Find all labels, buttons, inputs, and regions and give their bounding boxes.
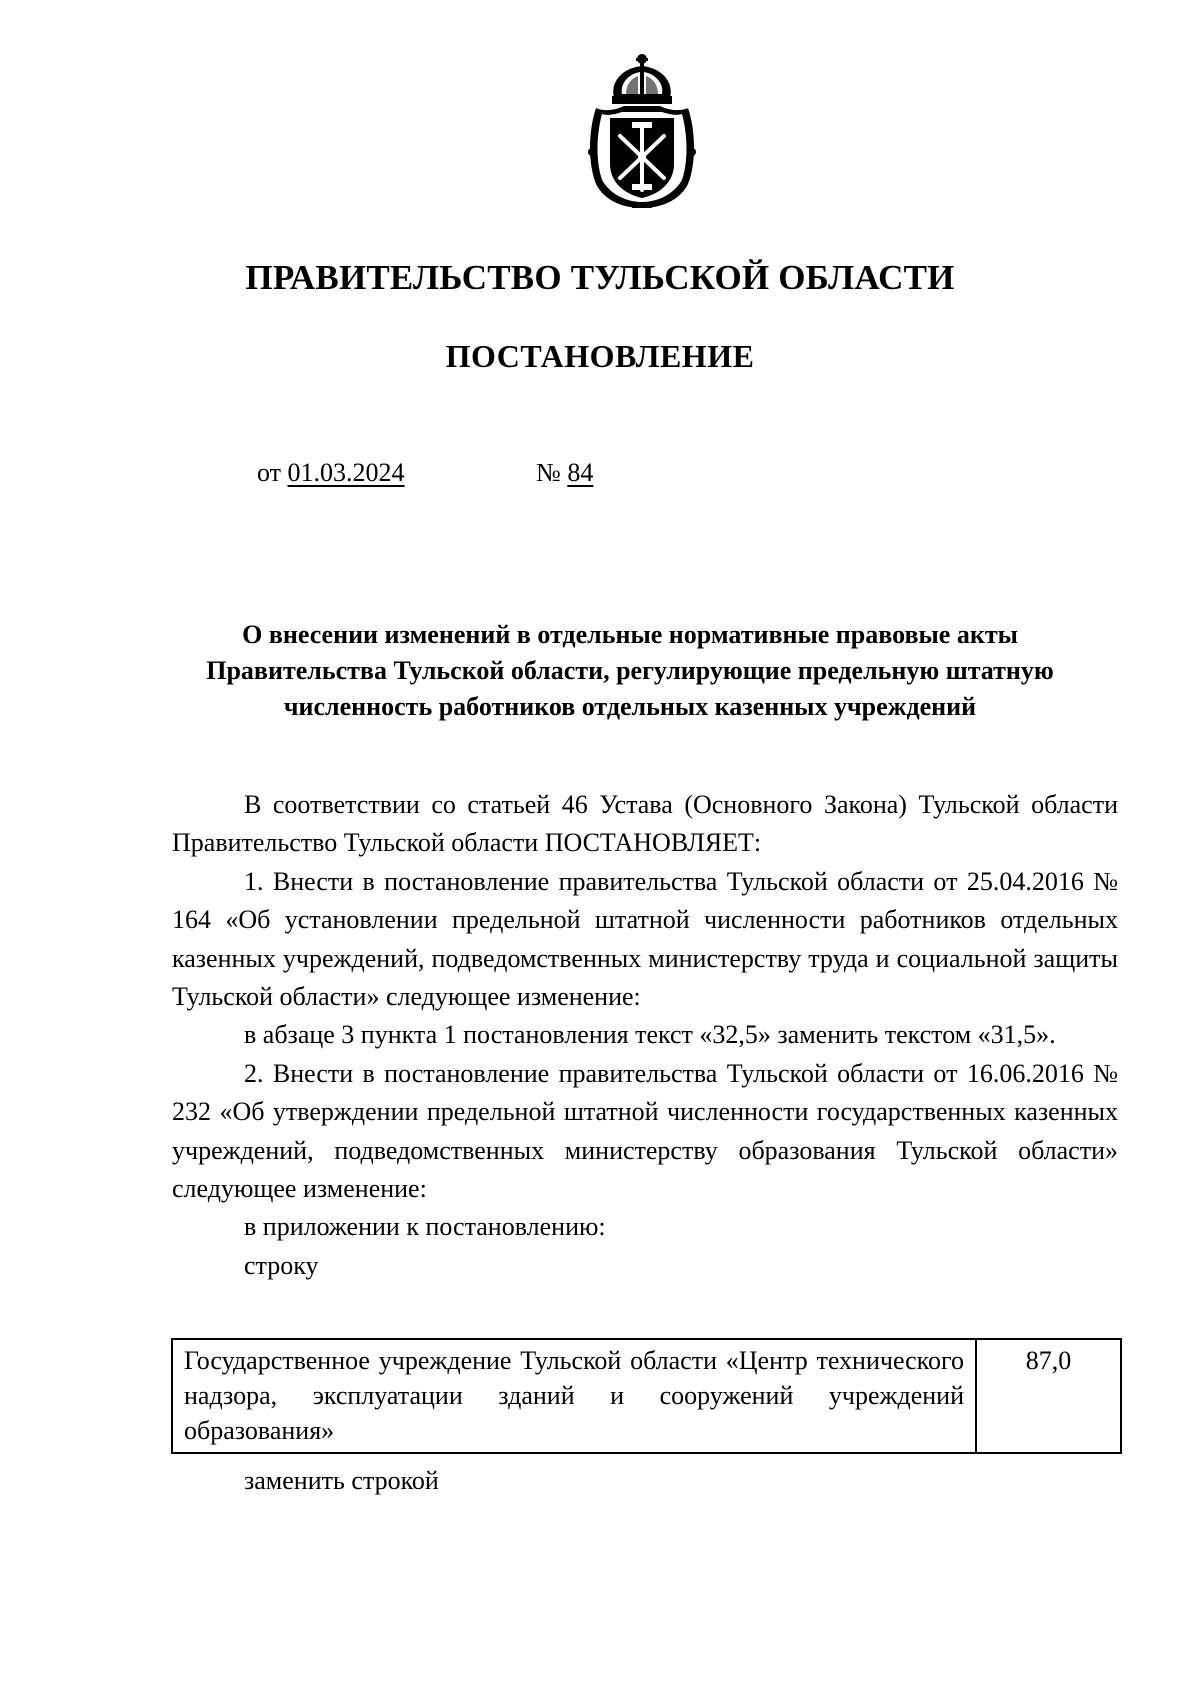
government-title: ПРАВИТЕЛЬСТВО ТУЛЬСКОЙ ОБЛАСТИ: [245, 258, 955, 297]
document-type: ПОСТАНОВЛЕНИЕ: [445, 338, 755, 374]
paragraph-item-2-appendix: в приложении к постановлению:: [244, 1212, 606, 1242]
table-row: [172, 1339, 1121, 1453]
paragraph-replace-row: заменить строкой: [244, 1466, 439, 1495]
paragraph-item-1-change: в абзаце 3 пункта 1 постановления текст «32,5» заменить текстом «31,5».: [244, 1020, 1056, 1050]
table-cell-institution: Государственное учреждение Тульской области «Центр технического надзора, эксплуатации зданий и сооружений учреждений образования»: [172, 1339, 976, 1453]
paragraph-item-2-row: строку: [244, 1250, 319, 1280]
coat-of-arms-icon: [582, 52, 702, 210]
number-value: 84: [567, 458, 594, 487]
paragraph-preamble: В соответствии со статьей 46 Устава (Основного Закона) Тульской области Правительство Тульской области ПОСТАНОВЛЯЕТ:: [172, 790, 1118, 858]
staff-limit-table: [171, 1338, 1122, 1454]
document-body: [172, 786, 1118, 1285]
heading-line: О внесении изменений в отдельные нормативные правовые акты: [242, 620, 1018, 649]
heading-line: Правительства Тульской области, регулирующие предельную штатную: [206, 656, 1054, 685]
document-heading: [150, 617, 1110, 725]
document-number: [536, 458, 593, 488]
document-date: [257, 458, 405, 488]
number-prefix: №: [536, 458, 561, 487]
table-cell-value: 87,0: [976, 1339, 1121, 1453]
paragraph-item-1: 1. Внести в постановление правительства Тульской области от 25.04.2016 № 164 «Об установлении предельной штатной численности работников отдельных казенных учреждений, подведомственных министерству труда и социальной защиты Тульской области» следующее изменение:: [172, 866, 1118, 1012]
date-value: 01.03.2024: [287, 458, 405, 487]
heading-line: численность работников отдельных казенных учреждений: [283, 692, 977, 721]
paragraph-item-2: 2. Внести в постановление правительства Тульской области от 16.06.2016 № 232 «Об утверждении предельной штатной численности государственных казенных учреждений, подведомственных министерству образования Тульской области» следующее изменение:: [172, 1058, 1118, 1204]
date-prefix: от: [257, 458, 282, 487]
